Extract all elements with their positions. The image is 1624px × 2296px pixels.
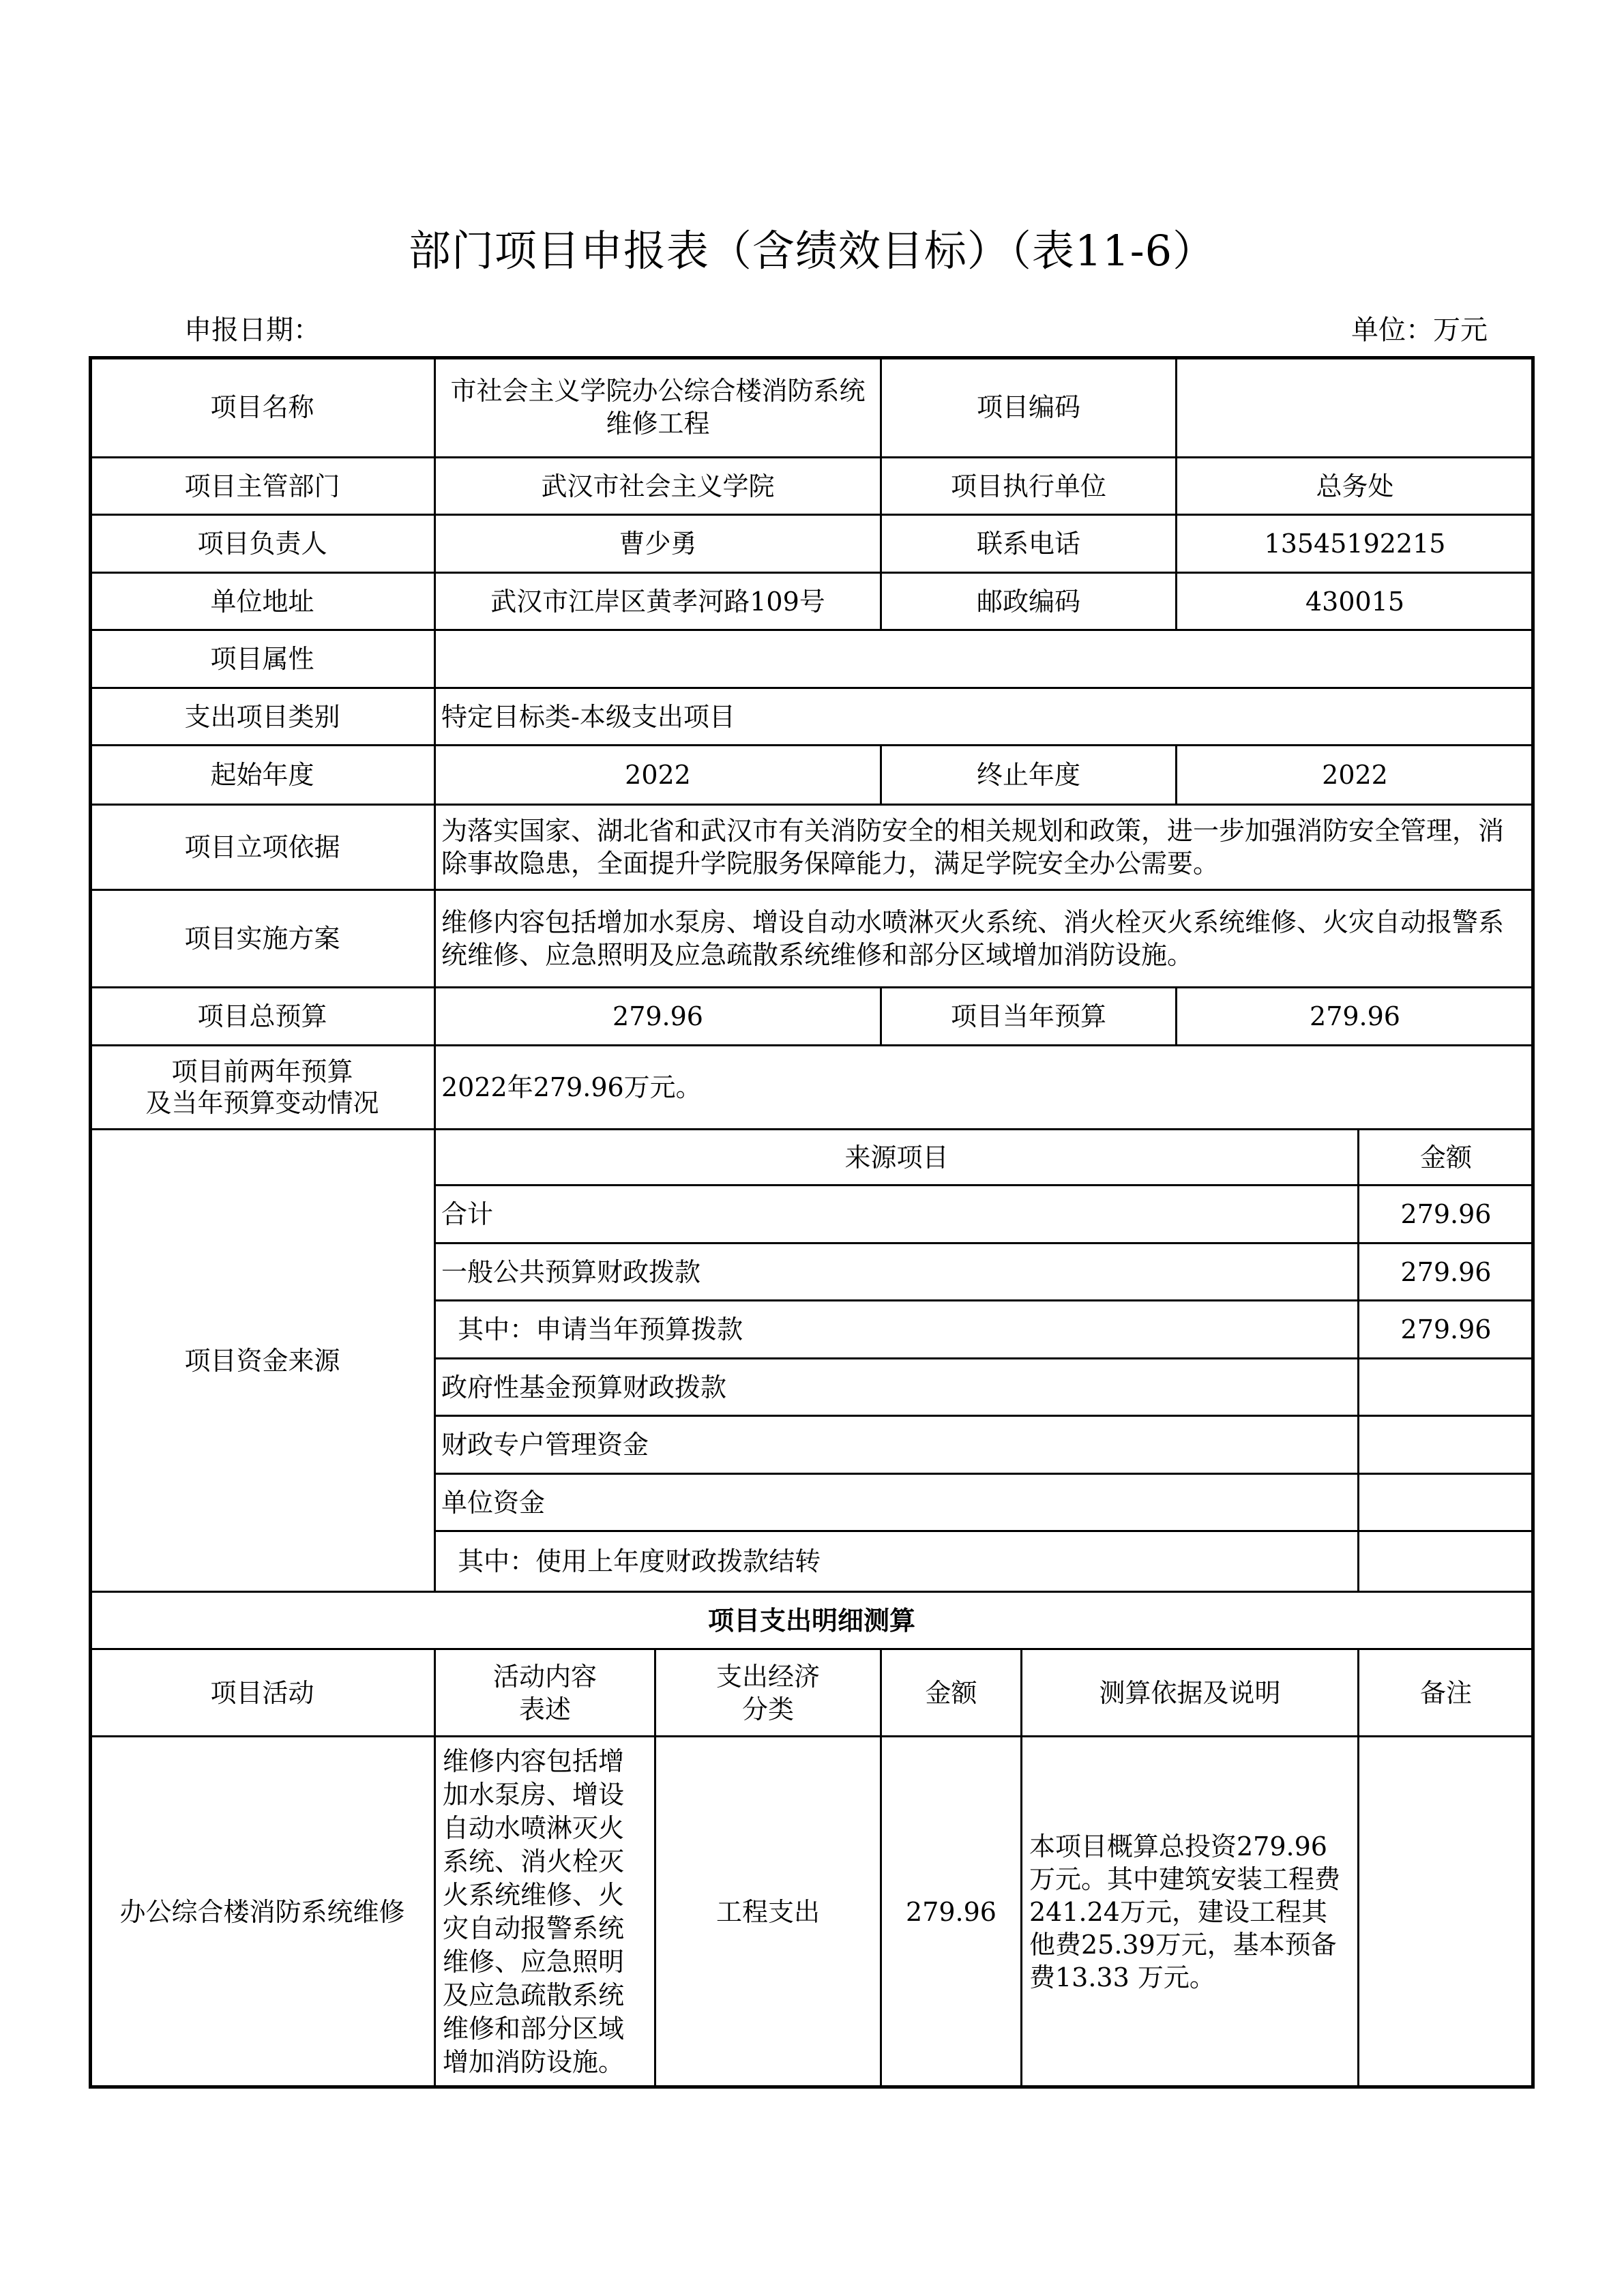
year-budget-value: 279.96: [1175, 986, 1535, 1046]
funding-row-amount: [1357, 1357, 1535, 1417]
year-budget-label: 项目当年预算: [880, 986, 1177, 1046]
detail-header-content: 活动内容 表述: [434, 1648, 656, 1737]
funding-row-name: 单位资金: [434, 1473, 1359, 1532]
funding-row-amount: [1357, 1530, 1535, 1593]
budget-change-value: 2022年279.96万元。: [434, 1044, 1535, 1130]
page-title: 部门项目申报表（含绩效目标）（表11-6）: [408, 226, 1216, 276]
funding-row-name: 其中：申请当年预算拨款: [434, 1299, 1359, 1359]
total-budget-value: 279.96: [434, 986, 882, 1046]
dept-value: 武汉市社会主义学院: [434, 456, 882, 516]
funding-source-label: 项目资金来源: [89, 1128, 436, 1593]
dept-label: 项目主管部门: [89, 456, 436, 516]
funding-col-source: 来源项目: [434, 1128, 1359, 1186]
end-year-value: 2022: [1175, 744, 1535, 806]
funding-row-amount: 279.96: [1357, 1184, 1535, 1244]
funding-col-amount: 金额: [1357, 1128, 1535, 1186]
leader-label: 项目负责人: [89, 514, 436, 574]
report-date-label: 申报日期：: [184, 314, 321, 346]
attribute-label: 项目属性: [89, 629, 436, 689]
detail-row-econ-class: 工程支出: [654, 1735, 882, 2089]
detail-row-amount: 279.96: [880, 1735, 1022, 2089]
address-label: 单位地址: [89, 572, 436, 631]
attribute-value: [434, 629, 1535, 689]
project-code-label: 项目编码: [880, 356, 1177, 458]
detail-row-note: [1357, 1735, 1535, 2089]
detail-row-basis: 本项目概算总投资279.96万元。其中建筑安装工程费241.24万元，建设工程其他费25.39万元，基本预备费13.33 万元。: [1020, 1735, 1359, 2089]
total-budget-label: 项目总预算: [89, 986, 436, 1046]
funding-row-name: 其中：使用上年度财政拨款结转: [434, 1530, 1359, 1593]
leader-value: 曹少勇: [434, 514, 882, 574]
detail-header-amount: 金额: [880, 1648, 1022, 1737]
budget-change-label: 项目前两年预算 及当年预算变动情况: [89, 1044, 436, 1130]
funding-row-amount: 279.96: [1357, 1299, 1535, 1359]
unit-label: 单位：万元: [1351, 314, 1488, 346]
funding-row-amount: [1357, 1473, 1535, 1532]
postcode-label: 邮政编码: [880, 572, 1177, 631]
project-name-label: 项目名称: [89, 356, 436, 458]
funding-row-amount: [1357, 1415, 1535, 1475]
funding-row-name: 一般公共预算财政拨款: [434, 1242, 1359, 1301]
end-year-label: 终止年度: [880, 744, 1177, 806]
project-name-value: 市社会主义学院办公综合楼消防系统维修工程: [434, 356, 882, 458]
exec-unit-label: 项目执行单位: [880, 456, 1177, 516]
detail-header-activity: 项目活动: [89, 1648, 436, 1737]
funding-row-name: 合计: [434, 1184, 1359, 1244]
project-code-value: [1175, 356, 1535, 458]
detail-header-basis: 测算依据及说明: [1020, 1648, 1359, 1737]
funding-row-name: 财政专户管理资金: [434, 1415, 1359, 1475]
postcode-value: 430015: [1175, 572, 1535, 631]
detail-row-activity: 办公综合楼消防系统维修: [89, 1735, 436, 2089]
exec-unit-value: 总务处: [1175, 456, 1535, 516]
address-value: 武汉市江岸区黄孝河路109号: [434, 572, 882, 631]
detail-header-note: 备注: [1357, 1648, 1535, 1737]
basis-value: 为落实国家、湖北省和武汉市有关消防安全的相关规划和政策，进一步加强消防安全管理，消除事故隐患，全面提升学院服务保障能力，满足学院安全办公需要。: [434, 804, 1535, 891]
plan-label: 项目实施方案: [89, 889, 436, 988]
phone-label: 联系电话: [880, 514, 1177, 574]
phone-value: 13545192215: [1175, 514, 1535, 574]
detail-header-econ-class: 支出经济 分类: [654, 1648, 882, 1737]
start-year-label: 起始年度: [89, 744, 436, 806]
funding-row-amount: 279.96: [1357, 1242, 1535, 1301]
start-year-value: 2022: [434, 744, 882, 806]
category-label: 支出项目类别: [89, 687, 436, 746]
funding-row-name: 政府性基金预算财政拨款: [434, 1357, 1359, 1417]
category-value: 特定目标类-本级支出项目: [434, 687, 1535, 746]
detail-section-title: 项目支出明细测算: [89, 1591, 1535, 1650]
plan-value: 维修内容包括增加水泵房、增设自动水喷淋灭火系统、消火栓灭火系统维修、火灾自动报警系统维修、应急照明及应急疏散系统维修和部分区域增加消防设施。: [434, 889, 1535, 988]
detail-row-content: 维修内容包括增加水泵房、增设自动水喷淋灭火系统、消火栓灭火系统维修、火灾自动报警系统维修、应急照明及应急疏散系统维修和部分区域增加消防设施。: [434, 1735, 656, 2089]
basis-label: 项目立项依据: [89, 804, 436, 891]
